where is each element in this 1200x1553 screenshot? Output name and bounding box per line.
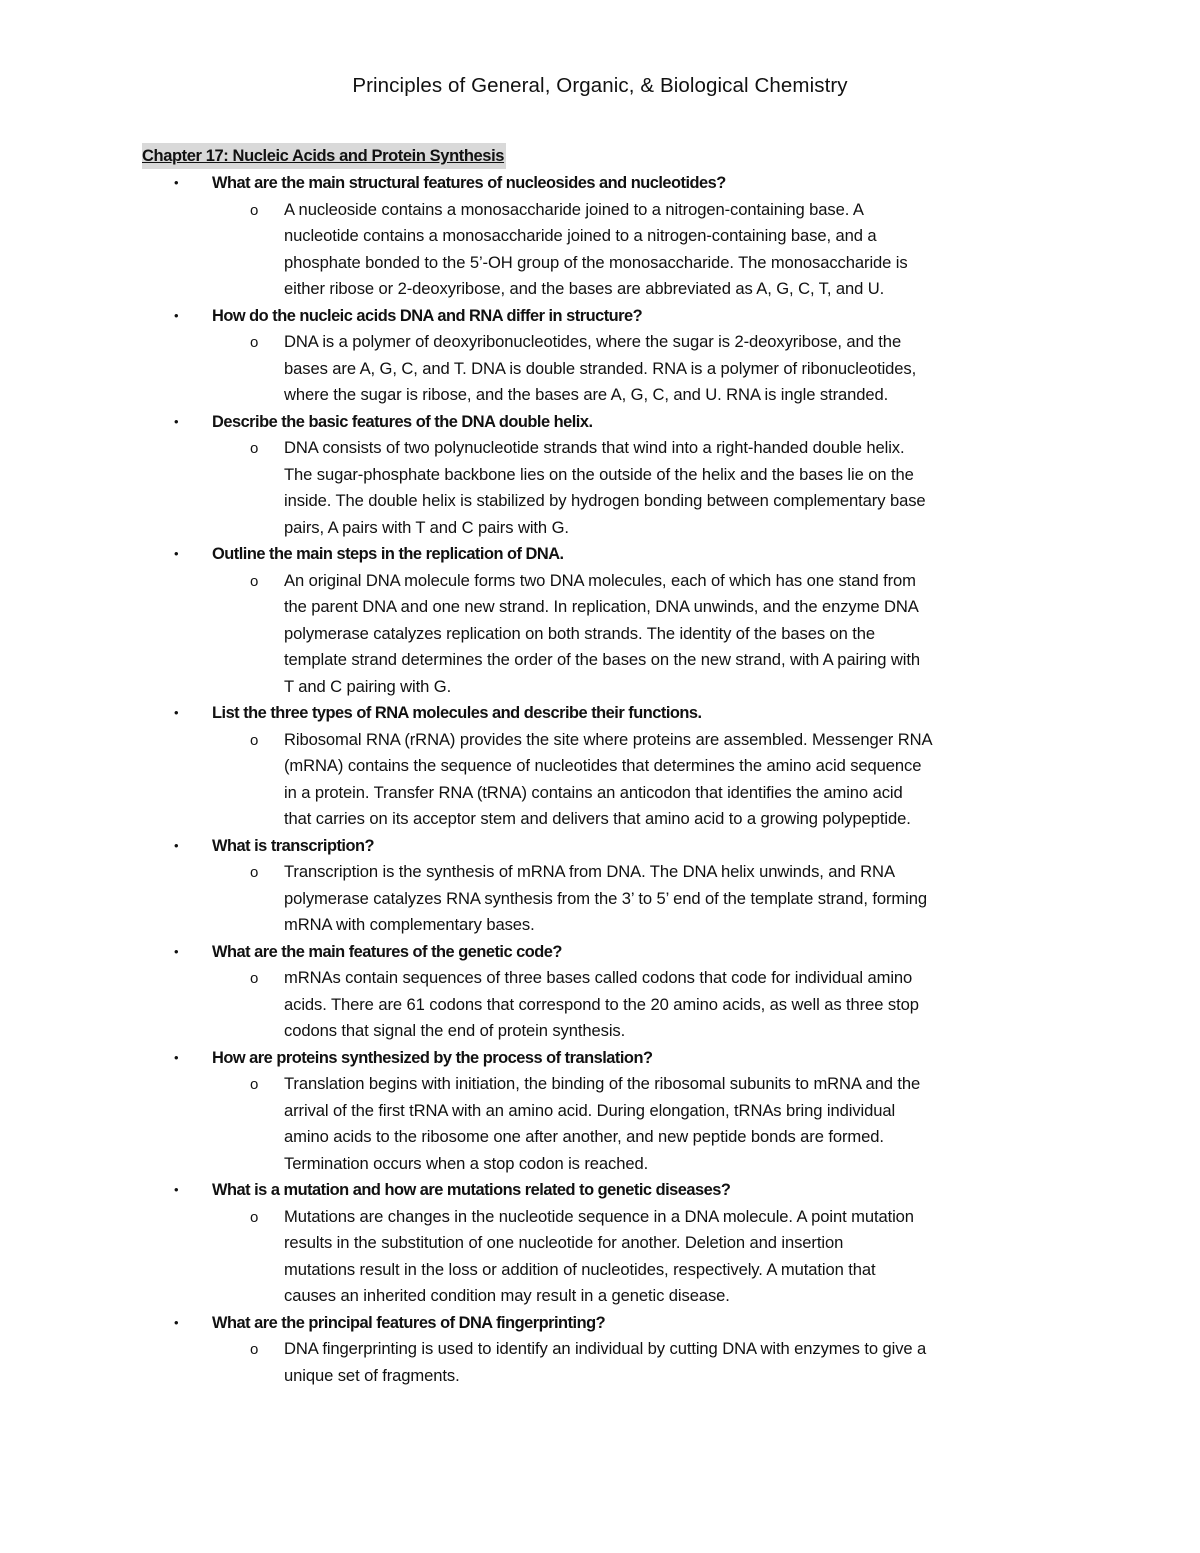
list-item — [0, 1045, 1200, 1178]
list-item — [0, 833, 1200, 939]
question-text — [0, 409, 1200, 436]
answer-line: that carries on its acceptor stem and delivers that amino acid to a growing polypeptide. — [284, 809, 911, 828]
answer-line: bases are A, G, C, and T. DNA is double stranded. RNA is a polymer of ribonucleotides, — [284, 358, 917, 378]
answer-line: pairs, A pairs with T and C pairs with G. — [284, 517, 569, 537]
answer-line: Mutations are changes in the nucleotide sequence in a DNA molecule. A point mutation — [284, 1206, 914, 1226]
answer-line: the parent DNA and one new strand. In replication, DNA unwinds, and the enzyme DNA — [284, 597, 919, 616]
answer-text — [0, 197, 1064, 303]
list-item — [0, 303, 1200, 409]
question-label: What are the main features of the genetic code? — [212, 942, 562, 961]
list-item — [0, 1310, 1200, 1390]
question-text — [0, 1045, 1200, 1072]
question-label: What are the main structural features of nucleosides and nucleotides? — [212, 174, 726, 192]
answer-text — [0, 965, 1064, 1045]
list-item — [0, 409, 1200, 542]
question-label: What is transcription? — [212, 836, 375, 855]
answer-line: phosphate bonded to the 5’-OH group of the monosaccharide. The monosaccharide is — [284, 252, 908, 272]
page-title: Principles of General, Organic, & Biological Chemistry — [352, 74, 848, 97]
answer-text — [0, 568, 1064, 701]
answer-line: DNA consists of two polynucleotide strands that wind into a right-handed double helix. — [284, 438, 905, 457]
answer-text — [0, 1071, 1064, 1177]
bullet-icon: • — [174, 413, 179, 429]
answer-text — [0, 1336, 1064, 1389]
question-label: What are the principal features of DNA fingerprinting? — [212, 1313, 606, 1332]
list-item — [0, 939, 1200, 1045]
answer-line: An original DNA molecule forms two DNA molecules, each of which has one stand from — [284, 570, 916, 590]
answer-line: Ribosomal RNA (rRNA) provides the site where proteins are assembled. Messenger RNA — [284, 729, 933, 749]
answer-line: polymerase catalyzes replication on both strands. The identity of the bases on the — [284, 623, 876, 643]
answer-line: unique set of fragments. — [284, 1365, 460, 1385]
answer-text — [0, 727, 1064, 833]
question-text — [0, 939, 1200, 966]
question-label: What is a mutation and how are mutations related to genetic diseases? — [212, 1181, 731, 1199]
question-text — [0, 700, 1200, 727]
sub-bullet-icon: o — [250, 334, 259, 351]
answer-line: DNA is a polymer of deoxyribonucleotides, where the sugar is 2-deoxyribose, and the — [284, 332, 902, 351]
bullet-icon: • — [174, 705, 179, 720]
bullet-icon: • — [174, 1049, 179, 1065]
answer-line: polymerase catalyzes RNA synthesis from the 3’ to 5’ end of the template strand, forming — [284, 888, 927, 908]
sub-bullet-icon: o — [250, 1341, 259, 1358]
answer-text — [0, 859, 1064, 939]
chapter-heading: Chapter 17: Nucleic Acids and Protein Synthesis — [142, 143, 506, 169]
bullet-icon: • — [174, 943, 179, 959]
answer-line: causes an inherited condition may result in a genetic disease. — [284, 1286, 730, 1305]
answer-line: arrival of the first tRNA with an amino acid. During elongation, tRNAs bring individual — [284, 1100, 896, 1120]
answer-line: DNA fingerprinting is used to identify an individual by cutting DNA with enzymes to give a — [284, 1339, 927, 1358]
answer-line: results in the substitution of one nucleotide for another. Deletion and insertion — [284, 1233, 844, 1252]
question-text — [0, 1177, 1200, 1204]
answer-line: Transcription is the synthesis of mRNA from DNA. The DNA helix unwinds, and RNA — [284, 862, 895, 881]
answer-line: amino acids to the ribosome one after another, and new peptide bonds are formed. — [284, 1127, 884, 1146]
answer-line: either ribose or 2-deoxyribose, and the bases are abbreviated as A, G, C, T, and U. — [284, 279, 885, 298]
chapter-header — [142, 143, 506, 169]
sub-bullet-icon: o — [250, 731, 259, 749]
sub-bullet-icon: o — [250, 440, 259, 457]
question-label: How are proteins synthesized by the process of translation? — [212, 1048, 653, 1067]
answer-line: A nucleoside contains a monosaccharide joined to a nitrogen-containing base. A — [284, 199, 864, 219]
question-text — [0, 833, 1200, 860]
answer-line: mRNAs contain sequences of three bases called codons that code for individual amino — [284, 968, 913, 987]
answer-line: inside. The double helix is stabilized by hydrogen bonding between complementary base — [284, 491, 926, 510]
answer-line: Termination occurs when a stop codon is reached. — [284, 1153, 649, 1173]
question-list — [0, 170, 1200, 1389]
answer-line: nucleotide contains a monosaccharide joined to a nitrogen-containing base, and a — [284, 226, 877, 245]
sub-bullet-icon: o — [250, 572, 259, 590]
list-item — [0, 170, 1200, 303]
answer-line: where the sugar is ribose, and the bases are A, G, C, and U. RNA is ingle stranded. — [284, 385, 889, 404]
question-label: How do the nucleic acids DNA and RNA differ in structure? — [212, 306, 643, 325]
question-label: Outline the main steps in the replication of DNA. — [212, 545, 564, 563]
answer-line: T and C pairing with G. — [284, 676, 452, 696]
answer-line: mutations result in the loss or addition of nucleotides, respectively. A mutation that — [284, 1259, 876, 1279]
answer-line: codons that signal the end of protein synthesis. — [284, 1021, 626, 1040]
question-text — [0, 541, 1200, 568]
list-item — [0, 700, 1200, 833]
bullet-icon: • — [174, 1182, 179, 1197]
answer-line: (mRNA) contains the sequence of nucleotides that determines the amino acid sequence — [284, 756, 922, 775]
sub-bullet-icon: o — [250, 201, 259, 219]
list-item — [0, 1177, 1200, 1310]
question-text — [0, 170, 1200, 197]
question-label: Describe the basic features of the DNA double helix. — [212, 412, 593, 431]
answer-line: The sugar-phosphate backbone lies on the outside of the helix and the bases lie on the — [284, 464, 914, 484]
bullet-icon: • — [174, 546, 179, 561]
sub-bullet-icon: o — [250, 864, 259, 881]
answer-text — [0, 1204, 1064, 1310]
answer-line: Translation begins with initiation, the binding of the ribosomal subunits to mRNA and the — [284, 1074, 921, 1093]
sub-bullet-icon: o — [250, 970, 259, 987]
sub-bullet-icon: o — [250, 1208, 259, 1226]
bullet-icon: • — [174, 1314, 179, 1330]
list-item — [0, 541, 1200, 700]
answer-line: template strand determines the order of the bases on the new strand, with A pairing with — [284, 650, 920, 669]
answer-text — [0, 435, 1064, 541]
answer-text — [0, 329, 1064, 409]
bullet-icon: • — [174, 307, 179, 323]
question-label: List the three types of RNA molecules and describe their functions. — [212, 704, 702, 722]
question-text — [0, 1310, 1200, 1337]
answer-line: in a protein. Transfer RNA (tRNA) contains an anticodon that identifies the amino acid — [284, 782, 903, 802]
question-text — [0, 303, 1200, 330]
answer-line: acids. There are 61 codons that correspond to the 20 amino acids, as well as three stop — [284, 994, 919, 1014]
bullet-icon: • — [174, 837, 179, 853]
sub-bullet-icon: o — [250, 1076, 259, 1093]
bullet-icon: • — [174, 175, 179, 190]
answer-line: mRNA with complementary bases. — [284, 915, 535, 934]
